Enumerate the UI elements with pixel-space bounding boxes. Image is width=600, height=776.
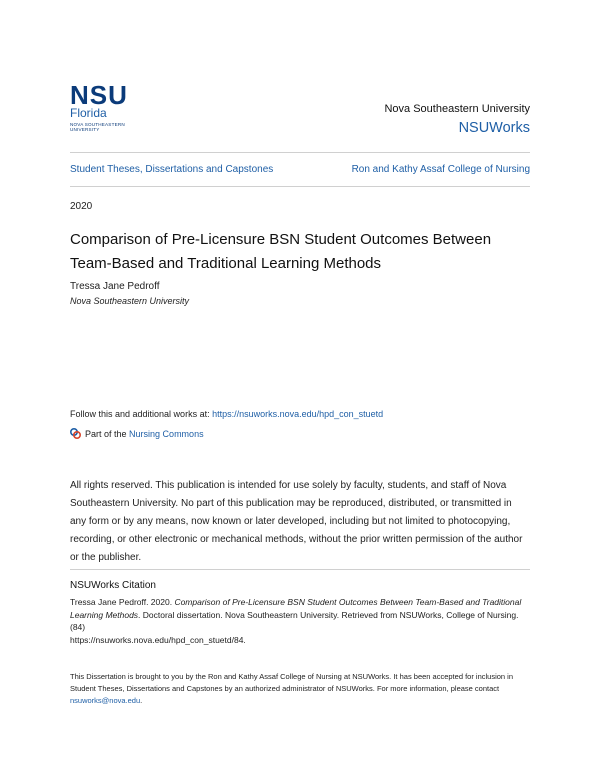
author-affiliation: Nova Southeastern University [70,296,190,306]
notice-end: . [140,696,143,705]
citation-title: Comparison of Pre-Licensure BSN Student Outcomes Between Team-Based and Traditional Learning Methods [70,597,522,620]
document-title: Comparison of Pre-Licensure BSN Student Outcomes Between Team-Based and Traditional Learning Methods [70,231,492,272]
logo-line2: UNIVERSITY [70,127,100,132]
part-of-prefix: Part of the [85,428,127,439]
part-of-line [70,428,204,439]
commons-icon [70,428,81,439]
logo-abbr: NSU [70,80,128,110]
rights-statement: All rights reserved. This publication is intended for use solely by faculty, students, and staff of Nova Southeastern University. No part of this publication may be reproduced, distributed, or transmitted in any form or by any means, now known or later developed, including but not limited to photocopying, recording, or other electronic or mechanical methods, without the prior written permission of the author or the publisher. [70,480,523,563]
logo-state: Florida [70,106,107,120]
university-name: Nova Southeastern University [384,103,530,115]
citation-lead: Tressa Jane Pedroff. 2020. [70,597,175,607]
citation-body [70,596,530,646]
nsuworks-link[interactable]: NSUWorks [458,120,530,136]
follow-prefix: Follow this and additional works at: [70,409,213,419]
series-divider [70,186,530,187]
series-link-theses[interactable]: Student Theses, Dissertations and Capstones [70,164,274,175]
contact-email-link[interactable]: nsuworks@nova.edu [70,696,141,705]
citation-rest: . Doctoral dissertation. Nova Southeastern University. Retrieved from NSUWorks, College of Nursing. (84) [70,609,519,632]
publication-year: 2020 [70,201,93,212]
citation-heading: NSUWorks Citation [70,580,156,591]
nursing-commons-link[interactable]: Nursing Commons [129,428,204,439]
nsu-florida-logo[interactable] [70,82,140,132]
citation-url: https://nsuworks.nova.edu/hpd_con_stuetd/84. [70,634,246,645]
top-divider [70,152,530,153]
citation-divider [70,569,530,570]
follow-line [70,409,383,419]
series-link-college[interactable]: Ron and Kathy Assaf College of Nursing [351,164,530,175]
notice-text: This Dissertation is brought to you by the Ron and Kathy Assaf College of Nursing at NSUWorks. It has been accepted for inclusion in Student Theses, Dissertations and Capstones by an authorized administrator of NSUWorks. For more information, please contact [70,672,514,693]
inclusion-notice [70,671,530,707]
follow-url-link[interactable]: https://nsuworks.nova.edu/hpd_con_stuetd [212,409,384,419]
logo-line1: NOVA SOUTHEASTERN [70,122,125,127]
author-name: Tressa Jane Pedroff [70,281,160,292]
